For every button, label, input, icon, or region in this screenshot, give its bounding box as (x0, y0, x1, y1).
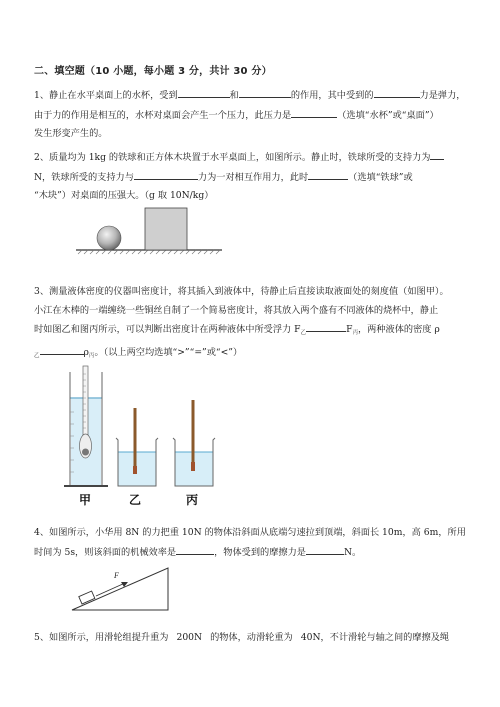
q2-text: 力为一对相互作用力，此时 (197, 171, 309, 183)
q3-line-2: 小江在木棒的一端缠绕一些铜丝自制了一个简易密度计，将其放入两个盛有不同液体的烧杯中，静止 (34, 304, 439, 316)
subscript: 乙 (300, 330, 307, 336)
incline-plane (72, 568, 168, 610)
question-5 (34, 629, 474, 648)
weight-value: 200N (176, 632, 203, 643)
label-bing: 丙 (186, 493, 199, 507)
q3-line-1: 3、测量液体密度的仪器叫密度计，将其插入到液体中，待静止后直接读取液面处的刻度值（如图甲）。 (34, 286, 449, 297)
label-jia: 甲 (79, 493, 92, 507)
q5-line-1 (34, 629, 474, 648)
q3-text: ρ (83, 346, 89, 358)
q2-line-3: “木块”）对桌面的压强大。（g 取 10N/kg） (34, 190, 214, 201)
q2-text: N，铁球所受的支持力与 (34, 171, 134, 183)
q1-text: 1、静止在水平桌面上的水杯，受到 (34, 90, 178, 101)
q4-line-1: 4、如图所示，小华用 8N 的力把重 10N 的物体沿斜面从底端匀速拉到顶端，斜面长 10m，高 6m，所用 (34, 527, 466, 538)
q2-text: （选填“铁球”或 (348, 171, 413, 183)
q5-text: ，不计滑轮与轴之间的摩擦及绳 (320, 632, 450, 643)
q3-text: F (346, 324, 353, 335)
q1-text: （选填“水杯”或“桌面”） (337, 109, 439, 121)
q1-text: 由于力的作用是相互的，水杯对桌面会产生一个压力，此压力是 (34, 109, 292, 121)
q3-text: ，两种液体的密度 ρ (357, 324, 440, 335)
subscript: 丙 (88, 352, 95, 359)
q1-text: 的作用，其中受到的 (290, 90, 374, 101)
q2-text: 2、质量均为 1kg 的铁球和正方体木块置于水平桌面上，如图所示。静止时，铁球所受的支持力为 (34, 152, 431, 163)
q4-text: ，物体受到的摩擦力是 (214, 546, 306, 558)
q1-line-3: 发生形变产生的。 (34, 128, 108, 139)
label-yi: 乙 (129, 493, 142, 507)
force-label: F (114, 571, 119, 580)
q4-text: 时间为 5s，则该斜面的机械效率是 (34, 546, 177, 558)
subscript: 丙 (352, 330, 358, 336)
q5-text: 的物体，动滑轮重为 (210, 632, 293, 643)
q1-text: 力是弹力， (419, 90, 466, 101)
q3-text: 。（以上两空均选填“>”“=”或“<”） (94, 346, 243, 358)
subscript: 乙 (34, 352, 40, 359)
pulley-weight-value: 40N (300, 632, 321, 643)
q5-text: 5、如图所示，用滑轮组提升重为 (34, 632, 169, 643)
q4-text: N。 (343, 546, 362, 558)
q3-text: 时如图乙和图丙所示，可以判断出密度计在两种液体中所受浮力 F (34, 324, 301, 335)
section-title: 二、填空题（10 小题，每小题 3 分，共计 30 分） (34, 66, 272, 77)
q1-text: 和 (229, 90, 239, 101)
